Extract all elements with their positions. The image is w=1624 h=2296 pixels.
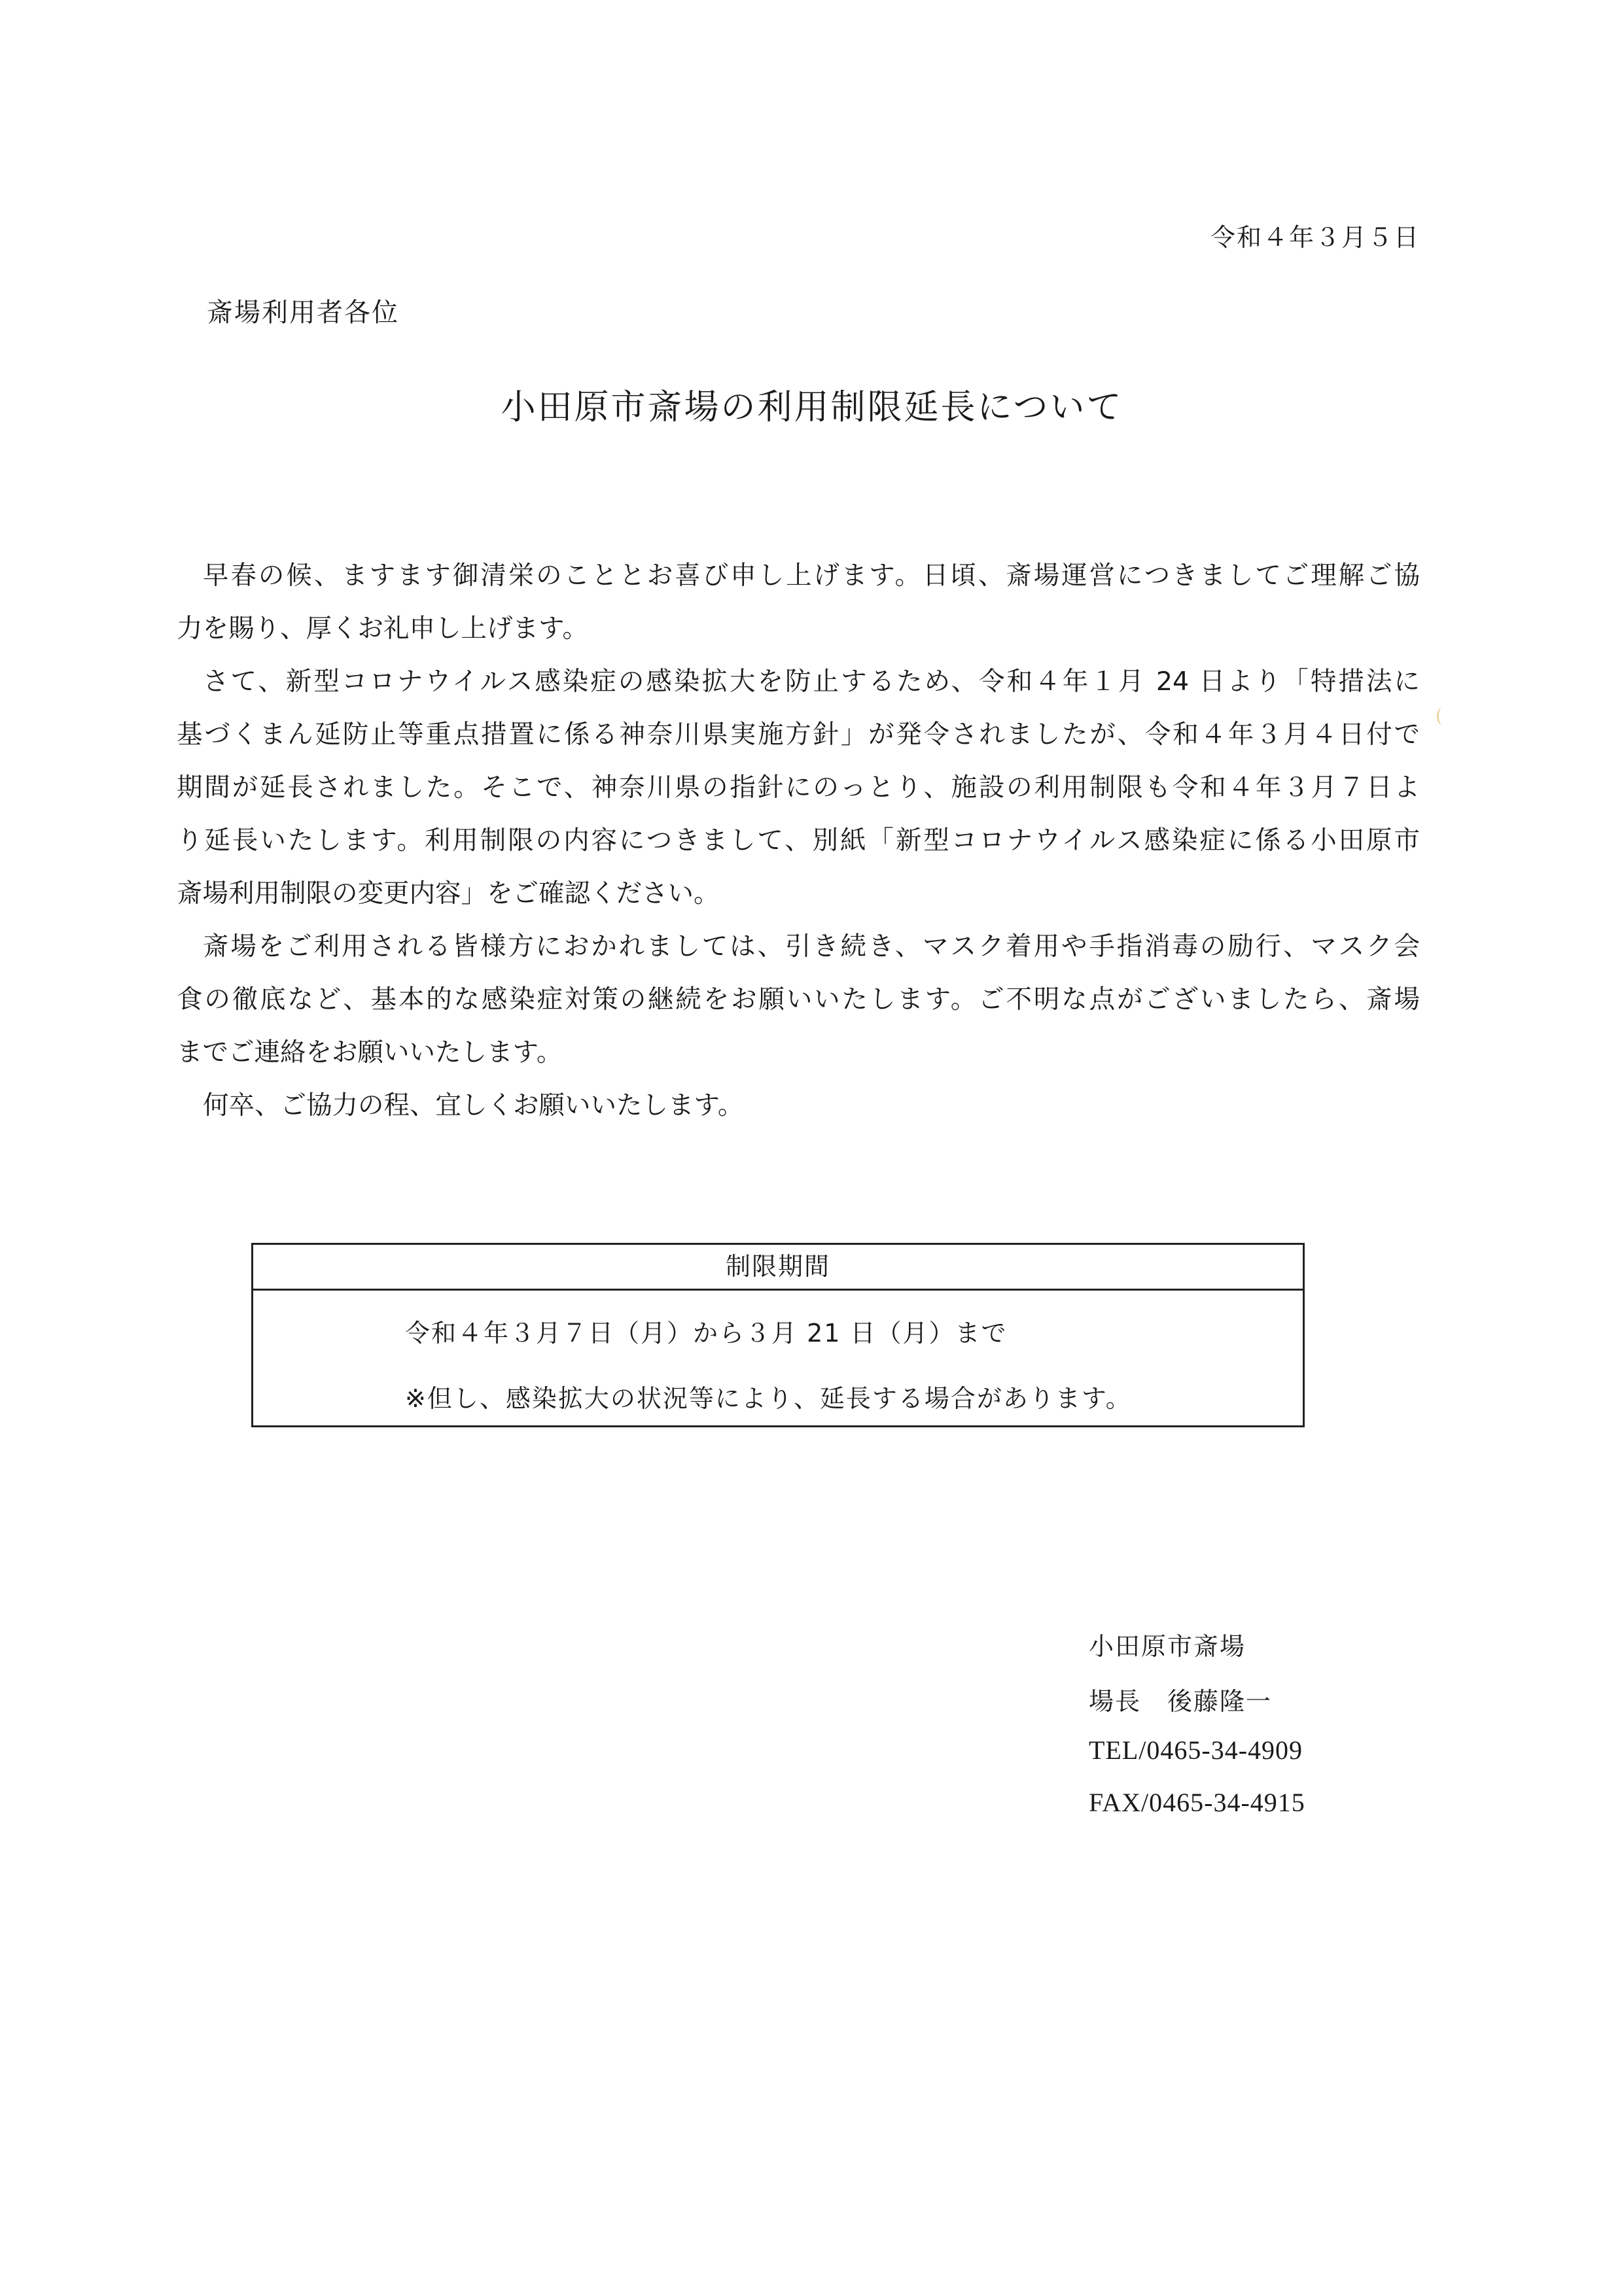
restriction-period-caveat: ※但し、感染拡大の状況等により、延長する場合があります。 [405,1384,1132,1413]
restriction-period-dates: 令和４年３月７日（月）から３月 21 日（月）まで [405,1319,1008,1348]
body-line: さて、新型コロナウイルス感染症の感染拡大を防止するため、令和４年１月 24 日より「特措法に [203,667,1420,697]
body-text [177,549,1420,1132]
signature-tel: TEL/0465-34-4909 [1089,1735,1303,1765]
recipient: 斎場利用者各位 [207,298,399,328]
body-line: までご連絡をお願いいたします。 [177,1037,563,1068]
document-title: 小田原市斎場の利用制限延長について [501,387,1123,427]
body-line: 力を賜り、厚くお礼申し上げます。 [177,614,588,644]
body-line: 食の徹底など、基本的な感染症対策の継続をお願いいたします。ご不明な点がございましたら、斎場 [177,984,1420,1015]
restriction-period-heading: 制限期間 [253,1245,1303,1291]
restriction-period-box [251,1243,1305,1427]
body-line: 早春の候、ますます御清栄のこととお喜び申し上げます。日頃、斎場運営につきましてご理解ご協 [203,561,1420,591]
body-line: 基づくまん延防止等重点措置に係る神奈川県実施方針」が発令されましたが、令和４年３月４日付で [177,720,1420,750]
body-line: り延長いたします。利用制限の内容につきまして、別紙「新型コロナウイルス感染症に係る小田原市 [177,826,1420,856]
signature-org: 小田原市斎場 [1089,1632,1246,1661]
signature-manager: 場長 後藤隆一 [1089,1687,1273,1716]
signature-fax: FAX/0465-34-4915 [1089,1788,1305,1817]
body-line: 斎場をご利用される皆様方におかれましては、引き続き、マスク着用や手指消毒の励行、マスク会 [203,931,1420,962]
body-line: 斎場利用制限の変更内容」をご確認ください。 [177,878,720,909]
body-line: 期間が延長されました。そこで、神奈川県の指針にのっとり、施設の利用制限も令和４年３月７日よ [177,773,1420,803]
body-line: 何卒、ご協力の程、宜しくお願いいたします。 [203,1090,744,1121]
document-date: 令和４年３月５日 [1210,223,1420,252]
scan-mark [1437,708,1447,725]
